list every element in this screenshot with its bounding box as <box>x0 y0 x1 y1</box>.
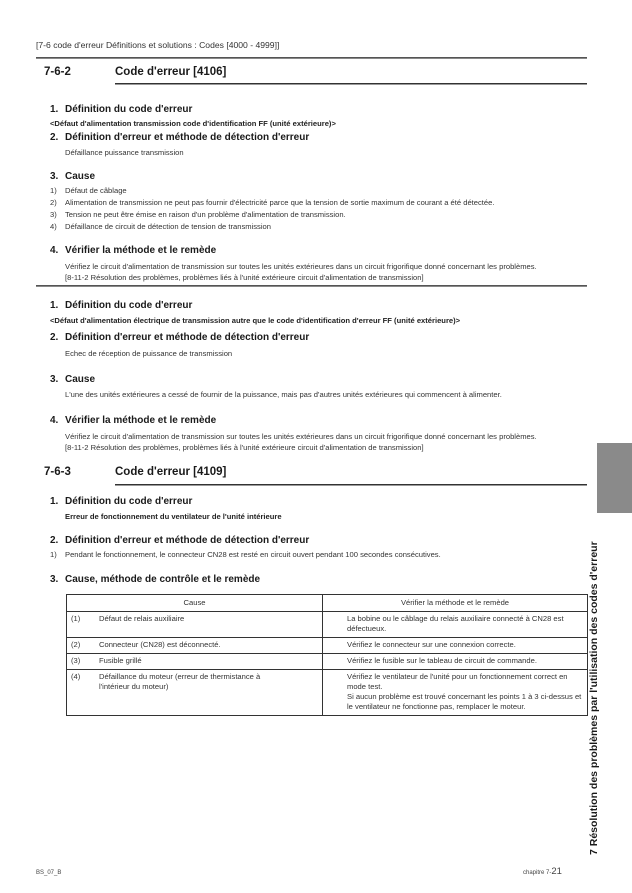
cause-cell: (4) Défaillance du moteur (erreur de thermistance à l'intérieur du moteur) <box>67 670 323 716</box>
table-row <box>67 612 588 638</box>
section-title: Code d'erreur [4109] <box>115 466 227 478</box>
heading-detection-method: 2. Définition d'erreur et méthode de détection d'erreur <box>50 132 310 143</box>
remedy-cell: Vérifiez le fusible sur le tableau de circuit de commande. <box>323 654 588 670</box>
table-row <box>67 654 588 670</box>
column-header-cause: Cause <box>67 595 323 612</box>
footer-doc-code: BS_07_B <box>36 870 62 876</box>
detection-detail: Défaillance puissance transmission <box>65 148 184 157</box>
heading-detection-method: 2. Définition d'erreur et méthode de détection d'erreur <box>50 332 310 343</box>
definition-detail: Erreur de fonctionnement du ventilateur de l'unité intérieure <box>65 512 282 521</box>
heading-definition: 1. Définition du code d'erreur <box>50 104 193 115</box>
running-head: [7-6 code d'erreur Définitions et solutions : Codes [4000 - 4999]] <box>36 40 280 50</box>
heading-remedy: 4. Vérifier la méthode et le remède <box>50 415 217 426</box>
remedy-reference: [8-11-2 Résolution des problèmes, problèmes liés à l'unité extérieure circuit d'alimentation de transmission] <box>65 273 424 282</box>
cause-item: 4) Défaillance de circuit de détection de tension de transmission <box>50 222 271 231</box>
header-rule <box>36 57 587 59</box>
chapter-side-title: 7 Résolution des problèmes par l'utilisation des codes d'erreur <box>588 541 600 855</box>
cause-item: 2) Alimentation de transmission ne peut pas fournir d'électricité parce que la tension de sortie maximum de courant a été détectée. <box>50 198 495 207</box>
section-title: Code d'erreur [4106] <box>115 66 227 78</box>
section-rule <box>115 484 587 486</box>
remedy-text: Vérifiez le circuit d'alimentation de transmission sur toutes les unités extérieures dans un circuit frigorifique donné concernant les problèmes. <box>65 432 537 441</box>
remedy-cell: Vérifiez le ventilateur de l'unité pour un fonctionnement correct en mode test. Si aucun problème est trouvé concernant les points 1 à 3 ci-dessus et le ventilateur ne fonctionne pas, remplacer le moteur. <box>323 670 588 716</box>
cause-item: 1) Défaut de câblage <box>50 186 127 195</box>
cause-cell: (1) Défaut de relais auxiliaire <box>67 612 323 638</box>
definition-detail: <Défaut d'alimentation électrique de transmission autre que le code d'identification d'erreur FF (unité extérieure)> <box>50 316 461 325</box>
table-header-row <box>67 595 588 612</box>
remedy-text: Vérifiez le circuit d'alimentation de transmission sur toutes les unités extérieures dans un circuit frigorifique donné concernant les problèmes. <box>65 262 537 271</box>
heading-cause-check-remedy: 3. Cause, méthode de contrôle et le remède <box>50 574 261 585</box>
definition-detail: <Défaut d'alimentation transmission code d'identification FF (unité extérieure)> <box>50 119 336 128</box>
block-divider <box>36 285 587 287</box>
remedy-reference: [8-11-2 Résolution des problèmes, problèmes liés à l'unité extérieure circuit d'alimentation de transmission] <box>65 443 424 452</box>
remedy-cell: Vérifiez le connecteur sur une connexion correcte. <box>323 638 588 654</box>
column-header-remedy: Vérifier la méthode et le remède <box>323 595 588 612</box>
heading-cause: 3. Cause <box>50 374 96 385</box>
section-rule <box>115 83 587 85</box>
section-number: 7-6-3 <box>44 466 71 478</box>
heading-cause: 3. Cause <box>50 171 96 182</box>
chapter-tab-marker <box>597 443 632 513</box>
cause-text: L'une des unités extérieures a cessé de fournir de la puissance, mais pas d'autres unités extérieures qui commencent à alimenter. <box>65 390 502 399</box>
section-number: 7-6-2 <box>44 66 71 78</box>
heading-definition: 1. Définition du code d'erreur <box>50 300 193 311</box>
heading-remedy: 4. Vérifier la méthode et le remède <box>50 245 217 256</box>
detection-item: 1) Pendant le fonctionnement, le connecteur CN28 est resté en circuit ouvert pendant 100 secondes consécutives. <box>50 550 441 559</box>
cause-item: 3) Tension ne peut être émise en raison d'un problème d'alimentation de transmission. <box>50 210 346 219</box>
cause-cell: (3) Fusible grillé <box>67 654 323 670</box>
table-row <box>67 638 588 654</box>
heading-detection-method: 2. Définition d'erreur et méthode de détection d'erreur <box>50 535 310 546</box>
detection-detail: Echec de réception de puissance de transmission <box>65 349 233 358</box>
table-row <box>67 670 588 716</box>
cause-remedy-table <box>66 594 588 716</box>
heading-definition: 1. Définition du code d'erreur <box>50 496 193 507</box>
cause-cell: (2) Connecteur (CN28) est déconnecté. <box>67 638 323 654</box>
remedy-cell: La bobine ou le câblage du relais auxiliaire connecté à CN28 est défectueux. <box>323 612 588 638</box>
footer-page-number: chapitre 7-21 <box>523 866 562 877</box>
